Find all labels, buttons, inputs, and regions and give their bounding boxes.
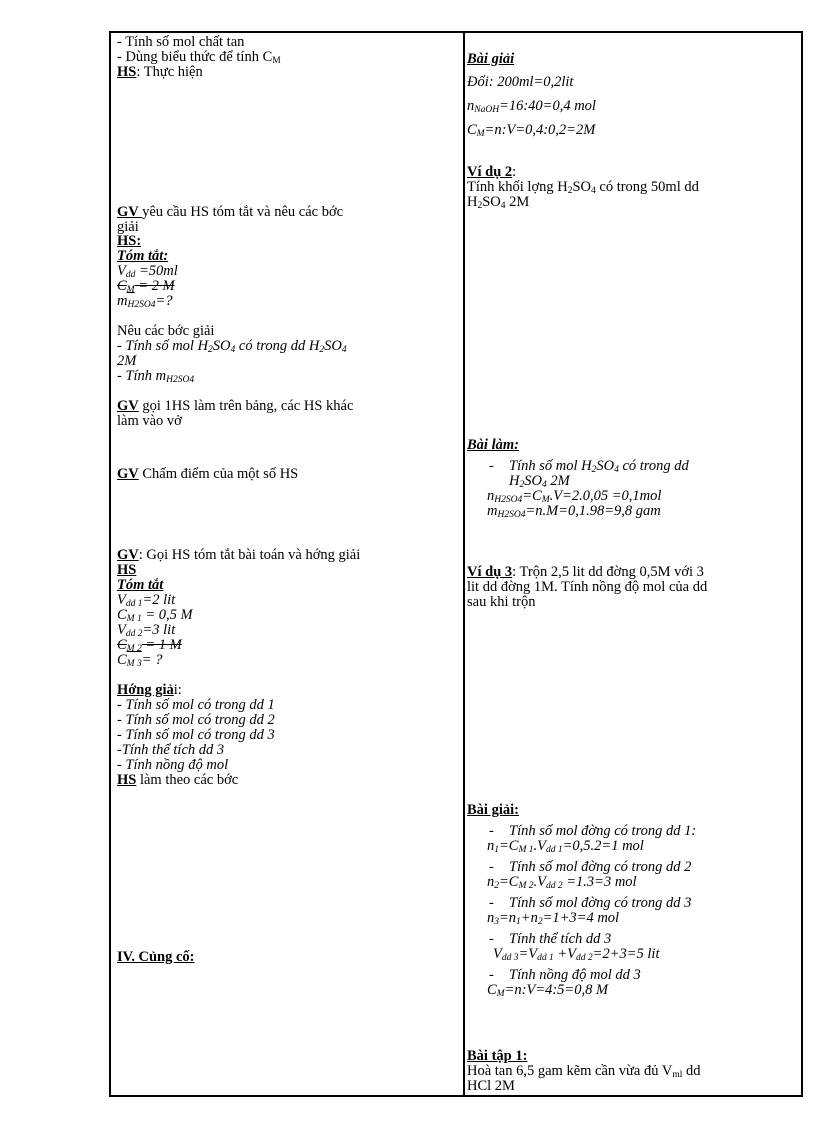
text-line: $C_M=n:V=4:5=0,8$ M xyxy=(487,982,609,999)
text-line: lit dd đờng 1M. Tính nồng độ mol của dd xyxy=(467,579,708,595)
text-line: $H_2SO_4$ 2M xyxy=(467,194,530,211)
text-line: HCl 2M xyxy=(467,1078,515,1094)
text-line: Hớng giải: xyxy=(117,682,182,698)
text-line: -Tính thể tích dd 3 xyxy=(117,742,225,758)
text-line: - Tính số mol có trong dd 1 xyxy=(117,697,275,713)
text-line: HS làm theo các bớc xyxy=(117,772,239,788)
text-line: - Tính nồng độ mol dd 3 xyxy=(489,967,641,983)
text-line: $n_2=C_{M 2}.V_{dd 2} =1.3=3$ mol xyxy=(487,874,637,891)
text-line: Tóm tắt: xyxy=(117,248,169,264)
text-line: $C_{M 2} = 1$ M xyxy=(117,637,182,654)
text-line: HS xyxy=(117,562,137,578)
text-line: $V_{dd 2}=3$ lit xyxy=(117,622,176,639)
text-line: - Tính số mol đờng có trong dd 1: xyxy=(489,823,697,839)
text-line: Ví dụ 2: xyxy=(467,164,517,180)
text-line: Bài làm: xyxy=(467,437,519,453)
text-line: - Tính $m_{H2SO4}$ xyxy=(117,368,195,385)
text-line: $V_{dd} =50ml$ xyxy=(117,263,178,280)
text-line: - Tính số mol chất tan xyxy=(117,34,245,50)
text-line: - Tính nồng độ mol xyxy=(117,757,229,773)
text-line: - Tính số mol có trong dd 3 xyxy=(117,727,275,743)
text-line: $m_{H2SO4}=n.M=0,1.98=9,8$ gam xyxy=(487,503,661,520)
text-line: GV: Gọi HS tóm tắt bài toán và hớng giải xyxy=(117,547,361,563)
text-line: Nêu các bớc giải xyxy=(117,323,215,339)
text-line: làm vào vở xyxy=(117,413,182,429)
text-line: $C_M=n:V=0,4:0,2=2M$ xyxy=(467,122,596,139)
section-heading: IV. Củng cố: xyxy=(117,949,195,965)
text-line: $C_{M 3}=$ ? xyxy=(117,652,163,669)
text-line: Hoà tan 6,5 gam kẽm cần vừa đủ $V_{ml}$ dd xyxy=(467,1063,701,1080)
text-line: GV gọi 1HS làm trên bảng, các HS khác xyxy=(117,398,354,414)
column-divider xyxy=(463,33,465,1095)
text-line: Bài tập 1: xyxy=(467,1048,528,1064)
text-line: HS: Thực hiện xyxy=(117,64,203,80)
text-line: - Tính thể tích dd 3 xyxy=(489,931,612,947)
text-line: $n_{H2SO4}=C_M.V=2.0,05 =0,1mol$ xyxy=(487,488,662,505)
lesson-table xyxy=(109,31,803,1097)
text-line: GV Chấm điểm của một số HS xyxy=(117,466,299,482)
text-line: Đổi: 200ml=0,2lit xyxy=(467,74,574,90)
text-line: - Tính số mol đờng có trong dd 2 xyxy=(489,859,692,875)
text-line: - Tính số mol có trong dd 2 xyxy=(117,712,275,728)
text-line: Tính khối lợng $H_2SO_4$ có trong 50ml dd xyxy=(467,179,699,196)
text-line: HS: xyxy=(117,233,142,249)
text-line: - Tính số mol đờng có trong dd 3 xyxy=(489,895,692,911)
text-line: - Dùng biểu thức để tính $C_M$ xyxy=(117,49,281,66)
text-line: $m_{H2SO4}=$? xyxy=(117,293,173,310)
text-line: giải xyxy=(117,219,139,235)
text-line: - Tính số mol $H_2SO_4$ có trong dd $H_2SO_4$ xyxy=(117,338,347,355)
text-line: $n_{NaOH}=16:40=0,4$ mol xyxy=(467,98,596,115)
text-line: $n_3=n_1+n_2=1+3=4$ mol xyxy=(487,910,620,927)
text-line: Bài giải xyxy=(467,51,515,67)
text-line: sau khi trộn xyxy=(467,594,536,610)
text-line: $C_{M 1} = 0,5$ M xyxy=(117,607,193,624)
text-line: - Tính số mol $H_2SO_4$ có trong dd xyxy=(489,458,689,475)
text-line: $V_{dd 1}=2$ lit xyxy=(117,592,176,609)
text-line: Bài giải: xyxy=(467,802,519,818)
text-line: 2M xyxy=(117,353,137,369)
text-line: Tóm tắt xyxy=(117,577,164,593)
text-line: $C_M = 2$ M xyxy=(117,278,175,295)
text-line: $H_2SO_4$ 2M xyxy=(509,473,570,490)
text-line: $V_{dd 3}=V_{dd 1} +V_{dd 2}=2+3=5$ lit xyxy=(493,946,660,963)
text-line: Ví dụ 3: Trộn 2,5 lit dd đờng 0,5M với 3 xyxy=(467,564,704,580)
text-line: GV yêu cầu HS tóm tắt và nêu các bớc xyxy=(117,204,344,220)
text-line: $n_1=C_{M 1}.V_{dd 1}=0,5.2=1$ mol xyxy=(487,838,644,855)
